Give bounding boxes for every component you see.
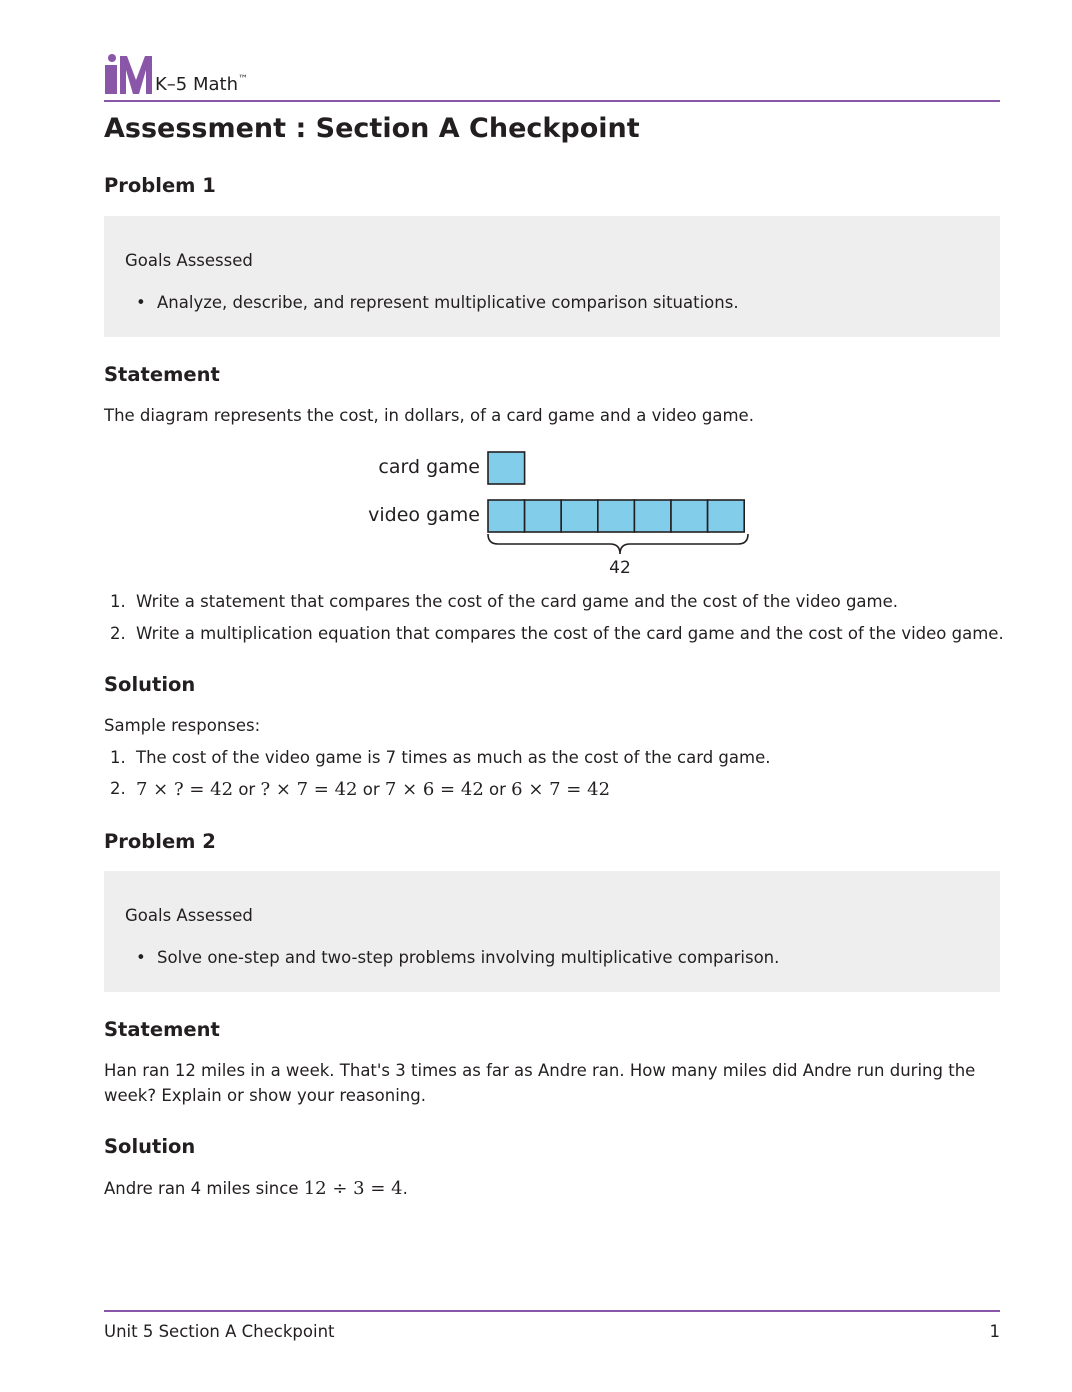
statement-text-line-1: Han ran 12 miles in a week. That's 3 times as far as Andre ran. How many miles did Andre run during the [104,1061,976,1080]
card-game-label: card game [378,456,480,478]
tape-unit [488,500,525,532]
goals-title: Goals Assessed [125,906,253,925]
solution-text: Andre ran 4 miles since 12 ÷ 3 = 4. [104,1178,408,1199]
solution-intro: Sample responses: [104,716,261,735]
card-game-tape [488,452,525,484]
tape-diagram-svg [354,444,754,584]
bullet-icon: • [136,293,146,312]
question-2: Write a multiplication equation that compares the cost of the card game and the cost of the video game. [136,624,1004,643]
page: K–5 Math™ Assessment : Section A Checkpoint Problem 1 Goals Assessed • Analyze, describe, and represent multiplicative comparison situations. Statement The diagram represents the cost, in dollars, of a card game and a video game. card game video game 42 1. Write a statement that compares the cost of the card game and the cost of the video game. 2. Write a multiplication equation that compares the cost of the card game and the cost of the video game. Solution Sample responses: 1. The cost of the video game is 7 times as much as the cost of the card game. 2. 7 × ? = 42 or ? × 7 = 42 or 7 × 6 = 42 or 6 × 7 = 42 Problem 2 Goals Assessed • Solve one-step and two-step problems involving multiplicative comparison. Statement Han ran 12 miles in a week. That's 3 times as far as Andre ran. How many miles did Andre run during the week? Explain or show your reasoning. Solution Andre ran 4 miles since 12 ÷ 3 = 4. Unit 5 Section A Checkpoint 1 [104,0,1000,1392]
goals-title: Goals Assessed [125,251,253,270]
equation: 7 × ? = 42 [136,779,234,800]
video-game-tape [488,500,744,532]
total-label: 42 [609,558,631,578]
tape-unit [561,500,598,532]
solution-heading: Solution [104,673,196,696]
tape-unit [634,500,671,532]
footer-unit-label: Unit 5 Section A Checkpoint [104,1322,335,1341]
problem-1-goals-box [104,216,1000,337]
problem-1-heading: Problem 1 [104,174,216,197]
total-brace [488,534,748,554]
question-1: Write a statement that compares the cost of the card game and the cost of the video game. [136,592,898,611]
solution-heading: Solution [104,1135,196,1158]
tape-unit [488,452,525,484]
problem-2-heading: Problem 2 [104,830,216,853]
statement-text-line-2: week? Explain or show your reasoning. [104,1086,426,1105]
footer-rule [104,1310,1000,1312]
bullet-icon: • [136,948,146,967]
statement-heading: Statement [104,363,220,386]
statement-text: The diagram represents the cost, in dollars, of a card game and a video game. [104,406,754,425]
header [104,54,1000,102]
tape-diagram [354,444,754,584]
brand-name: K–5 Math™ [155,74,249,95]
equation: 12 ÷ 3 = 4 [303,1178,403,1199]
page-title: Assessment : Section A Checkpoint [104,113,640,144]
tape-unit [525,500,562,532]
tape-unit [598,500,635,532]
statement-heading: Statement [104,1018,220,1041]
goal-item: Solve one-step and two-step problems involving multiplicative comparison. [157,948,780,967]
solution-1: The cost of the video game is 7 times as much as the cost of the card game. [136,748,771,767]
goal-item: Analyze, describe, and represent multiplicative comparison situations. [157,293,739,312]
tape-unit [708,500,745,532]
problem-2-goals-box [104,871,1000,992]
solution-2: 7 × ? = 42 or ? × 7 = 42 or 7 × 6 = 42 or 6 × 7 = 42 [136,779,611,800]
header-rule [104,100,1000,102]
tape-unit [671,500,708,532]
equation: 6 × 7 = 42 [511,779,611,800]
page-number: 1 [989,1322,1000,1341]
video-game-label: video game [368,504,480,526]
equation: ? × 7 = 42 [260,779,358,800]
im-logo [104,54,152,94]
equation: 7 × 6 = 42 [384,779,484,800]
